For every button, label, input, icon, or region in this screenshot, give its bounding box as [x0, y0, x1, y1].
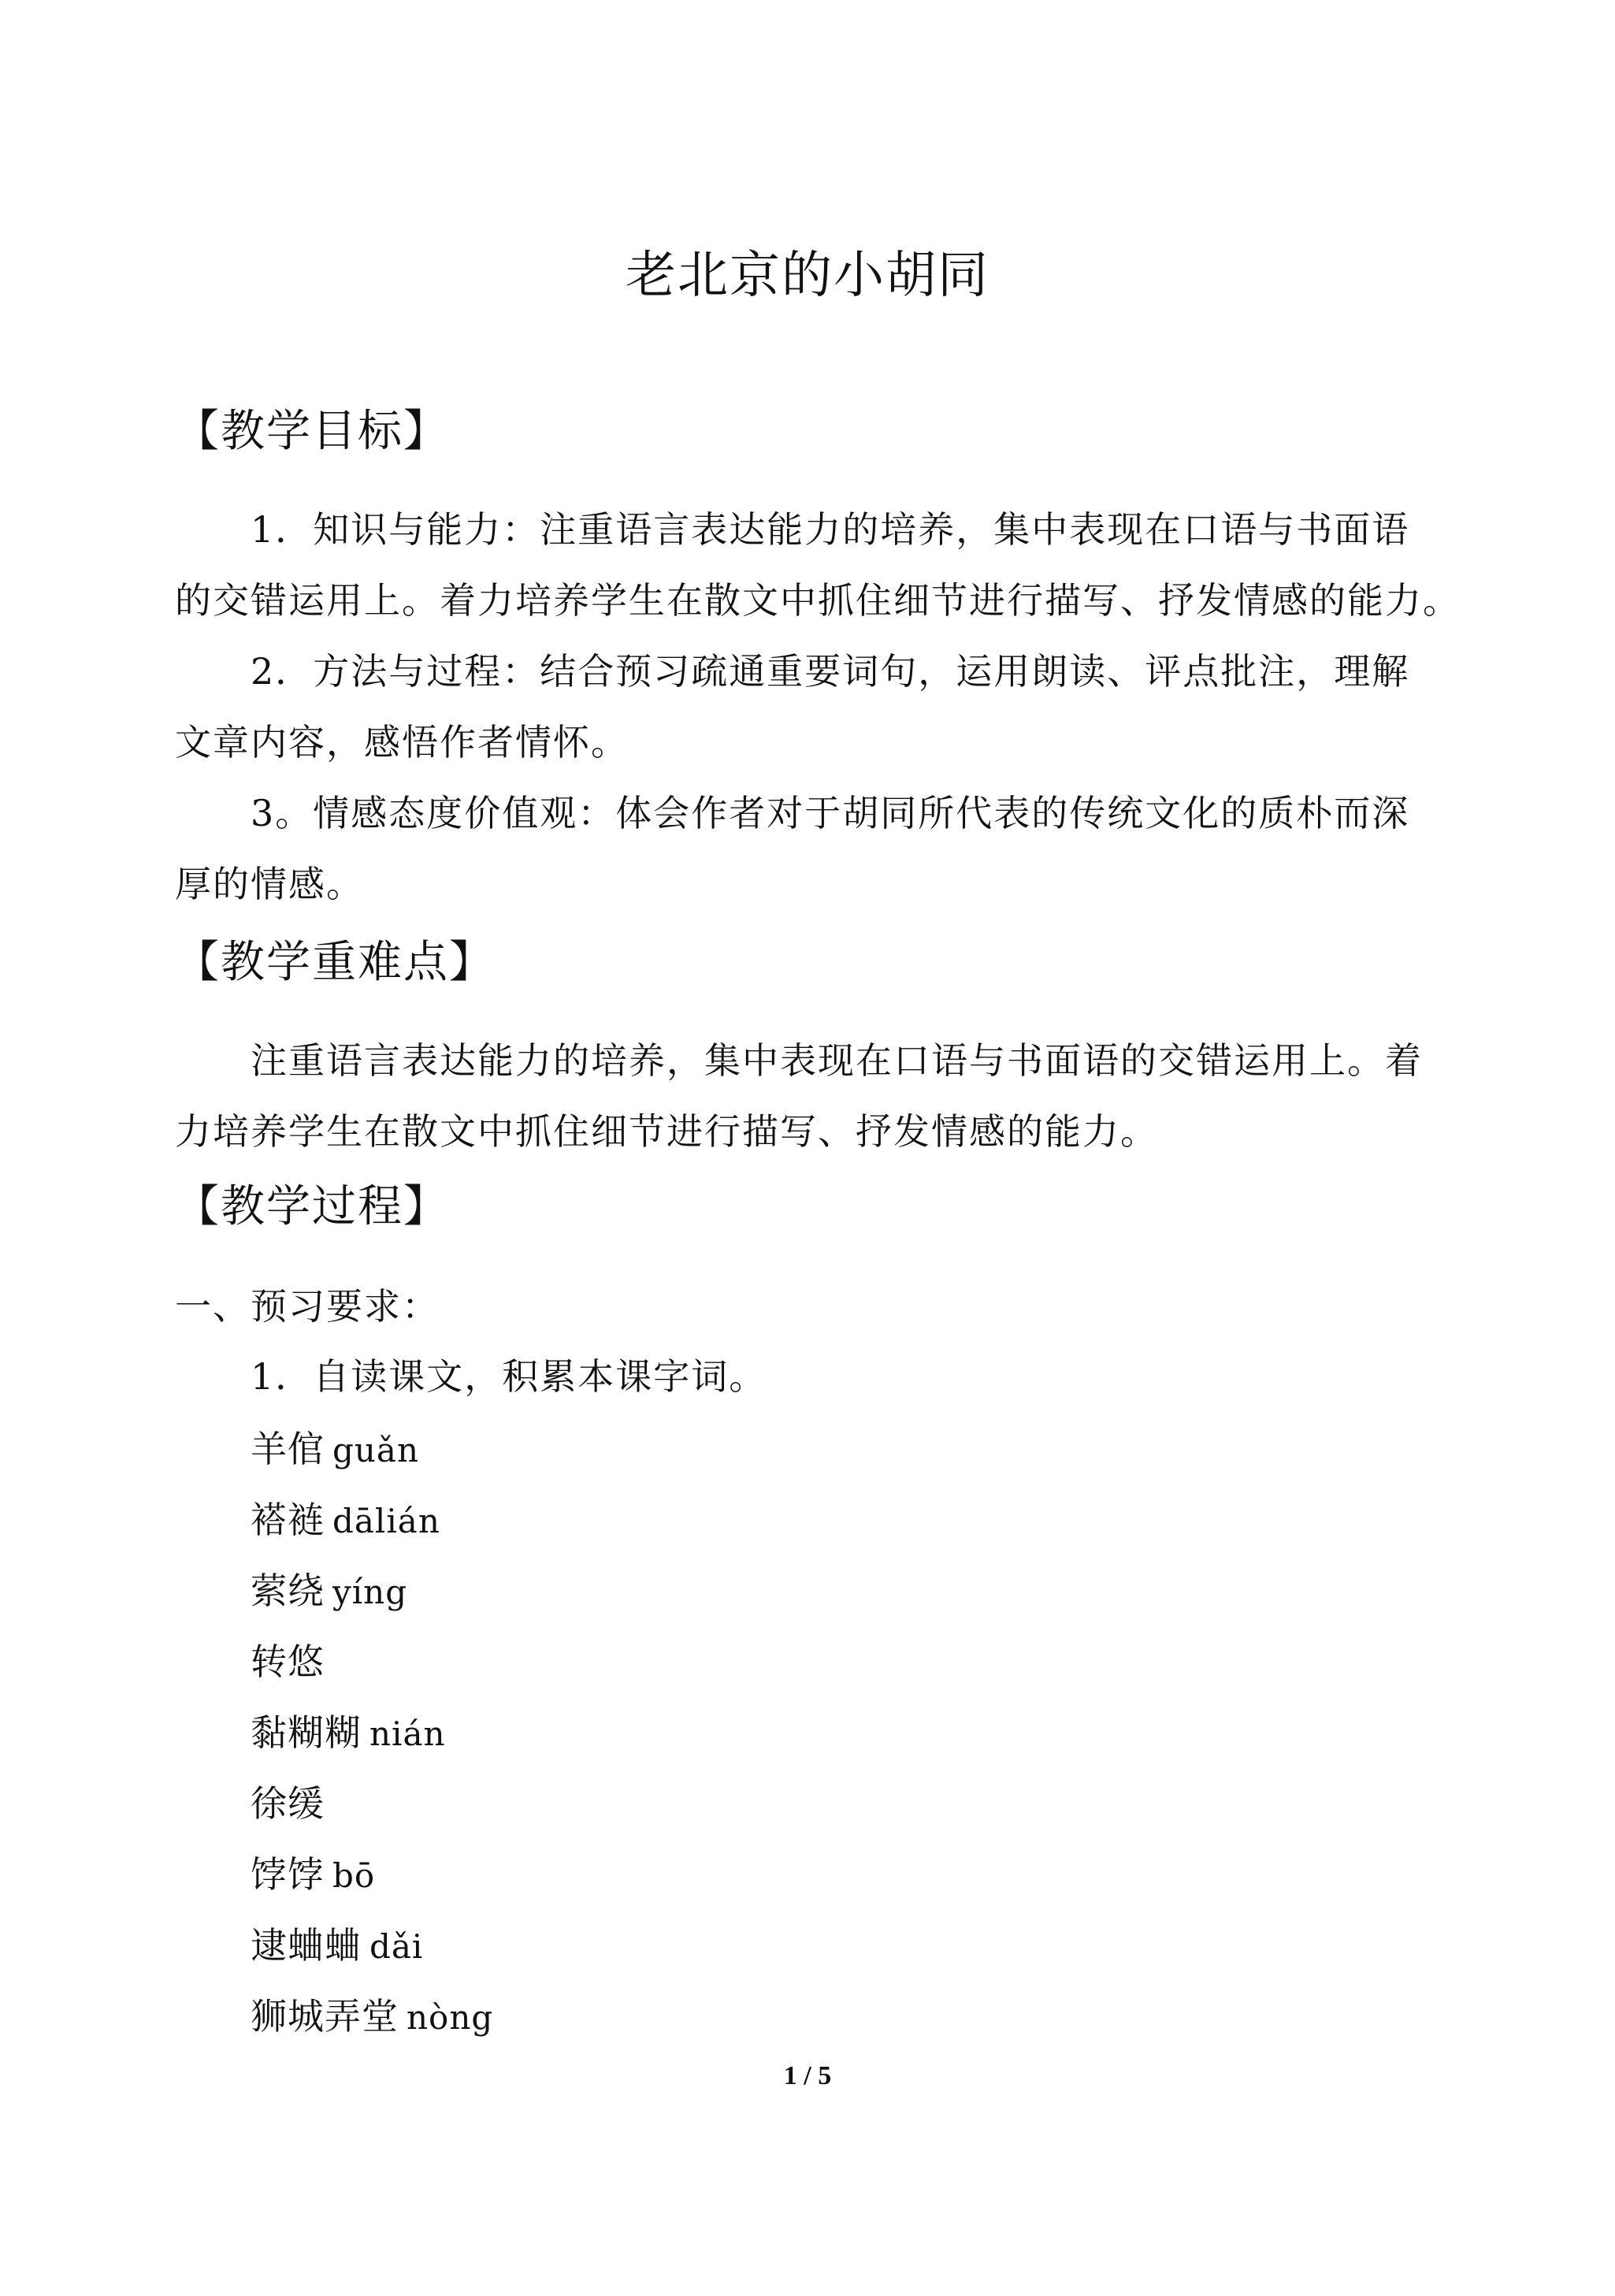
objective-3-line-1: 3。情感态度价值观：体会作者对于胡同所代表的传统文化的质朴而深	[251, 792, 1410, 834]
vocab-pinyin: guǎn	[332, 1431, 420, 1469]
vocab-item	[251, 1484, 493, 1555]
vocab-word: 黏糊糊	[251, 1711, 362, 1754]
key-points-line-1: 注重语言表达能力的培养，集中表现在口语与书面语的交错运用上。着	[251, 1039, 1423, 1082]
section-heading-objectives: 【教学目标】	[175, 406, 449, 457]
vocab-item	[251, 1555, 493, 1626]
vocab-item	[251, 1981, 493, 2052]
objective-item-3	[175, 778, 1442, 920]
vocab-item	[251, 1768, 493, 1839]
process-step-1: 一、预习要求：	[175, 1285, 440, 1328]
vocab-pinyin: dālián	[332, 1502, 440, 1540]
process-step-1-item-1: 1．自读课文，积累本课字词。	[251, 1355, 767, 1398]
objective-1-line-2: 的交错运用上。着力培养学生在散文中抓住细节进行描写、抒发情感的能力。	[175, 579, 1461, 622]
vocab-pinyin: yíng	[332, 1573, 408, 1611]
objective-item-2	[175, 636, 1442, 778]
vocab-list	[251, 1414, 493, 2052]
vocab-word: 逮蛐蛐	[251, 1924, 362, 1967]
page-number: 1 / 5	[783, 2061, 832, 2090]
objective-2-line-2: 文章内容，感悟作者情怀。	[175, 721, 629, 763]
key-points-line-2: 力培养学生在散文中抓住细节进行描写、抒发情感的能力。	[175, 1110, 1158, 1153]
vocab-word: 萦绕	[251, 1570, 325, 1612]
objective-2-line-1: 2．方法与过程：结合预习疏通重要词句，运用朗读、评点批注，理解	[251, 650, 1410, 693]
vocab-pinyin: nòng	[407, 1998, 494, 2037]
vocab-item	[251, 1910, 493, 1981]
vocab-word: 转悠	[251, 1640, 325, 1683]
vocab-word: 褡裢	[251, 1499, 325, 1541]
vocab-word: 羊倌	[251, 1428, 325, 1470]
objective-1-line-1: 1．知识与能力：注重语言表达能力的培养，集中表现在口语与书面语	[251, 508, 1410, 551]
vocab-item	[251, 1414, 493, 1484]
vocab-word: 徐缓	[251, 1782, 325, 1825]
objective-3-line-2: 厚的情感。	[175, 863, 364, 905]
section-heading-process: 【教学过程】	[175, 1181, 449, 1232]
vocab-word: 饽饽	[251, 1853, 325, 1896]
vocab-word: 狮城弄堂	[251, 1995, 399, 2038]
vocab-item	[251, 1839, 493, 1910]
vocab-pinyin: dǎi	[369, 1927, 424, 1966]
key-points-paragraph	[175, 1025, 1442, 1167]
page-title: 老北京的小胡同	[626, 247, 989, 305]
objective-item-1	[175, 494, 1461, 636]
vocab-pinyin: bō	[332, 1856, 376, 1895]
vocab-item	[251, 1697, 493, 1768]
vocab-item	[251, 1626, 493, 1697]
section-heading-key-points: 【教学重难点】	[175, 937, 495, 988]
vocab-pinyin: nián	[369, 1715, 446, 1753]
